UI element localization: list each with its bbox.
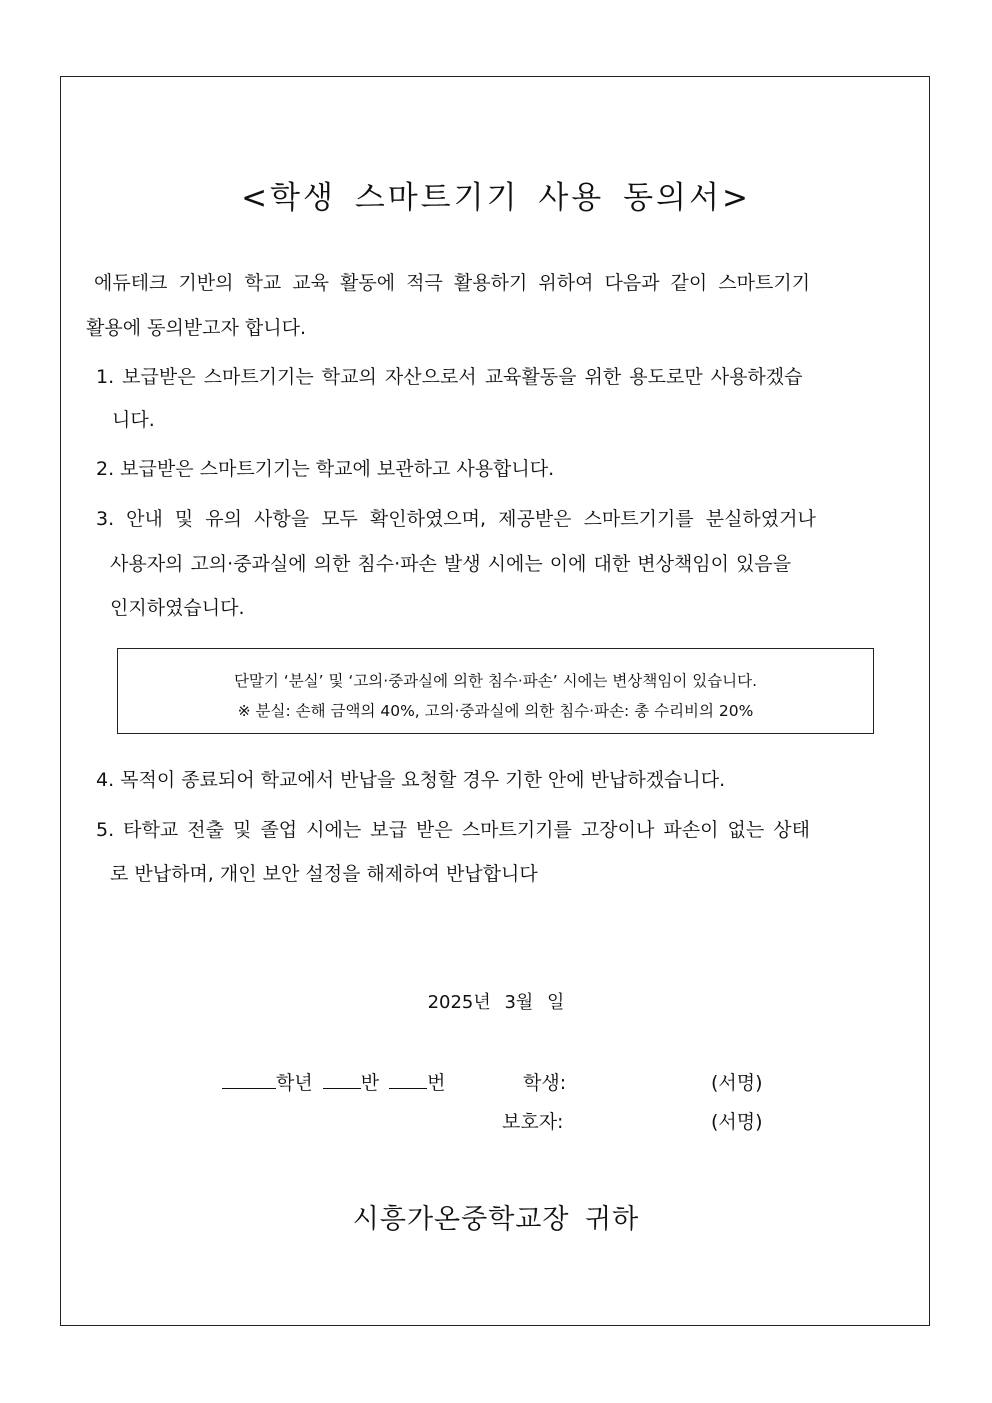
date-line: 2025년 3월 일	[427, 992, 565, 1013]
notice-box	[117, 648, 874, 734]
notice-line-1: 단말기 ‘분실’ 및 ‘고의·중과실에 의한 침수·파손’ 시에는 변상책임이 있습니다.	[233, 672, 758, 690]
document-title: <학생 스마트기기 사용 동의서>	[241, 180, 751, 216]
guardian-sign-label: (서명)	[711, 1111, 763, 1133]
guardian-label: 보호자:	[502, 1111, 564, 1133]
class-blank[interactable]	[323, 1072, 361, 1089]
grade-blank[interactable]	[222, 1072, 276, 1089]
item-3-line-2: 사용자의 고의·중과실에 의한 침수·파손 발생 시에는 이에 대한 변상책임이 있음을	[110, 553, 792, 575]
intro-line-2: 활용에 동의받고자 합니다.	[86, 317, 307, 339]
grade-label: 학년	[276, 1072, 313, 1094]
student-label: 학생:	[523, 1072, 567, 1094]
number-label: 번	[427, 1072, 446, 1094]
item-2-line-1: 2. 보급받은 스마트기기는 학교에 보관하고 사용합니다.	[96, 458, 555, 480]
item-5-line-2: 로 반납하며, 개인 보안 설정을 해제하여 반납합니다	[110, 863, 538, 885]
item-4-line-1: 4. 목적이 종료되어 학교에서 반납을 요청할 경우 기한 안에 반납하겠습니다.	[96, 769, 726, 791]
number-blank[interactable]	[389, 1072, 427, 1089]
item-3-line-3: 인지하였습니다.	[110, 597, 245, 619]
item-1-line-2: 니다.	[112, 409, 155, 431]
student-info-line	[222, 1068, 446, 1095]
item-5-line-1: 5. 타학교 전출 및 졸업 시에는 보급 받은 스마트기기를 고장이나 파손이 없는 상태	[96, 819, 810, 841]
item-3-line-1: 3. 안내 및 유의 사항을 모두 확인하였으며, 제공받은 스마트기기를 분실하였거나	[96, 508, 816, 530]
item-1-line-1: 1. 보급받은 스마트기기는 학교의 자산으로서 교육활동을 위한 용도로만 사용하겠습	[96, 366, 803, 388]
class-label: 반	[360, 1072, 380, 1094]
notice-line-2: ※ 분실: 손해 금액의 40%, 고의·중과실에 의한 침수·파손: 총 수리비의 20%	[237, 702, 754, 720]
intro-line-1: 에듀테크 기반의 학교 교육 활동에 적극 활용하기 위하여 다음과 같이 스마트기기	[94, 272, 811, 294]
student-sign-label: (서명)	[711, 1072, 763, 1094]
addressee-footer: 시흥가온중학교장 귀하	[352, 1204, 640, 1235]
